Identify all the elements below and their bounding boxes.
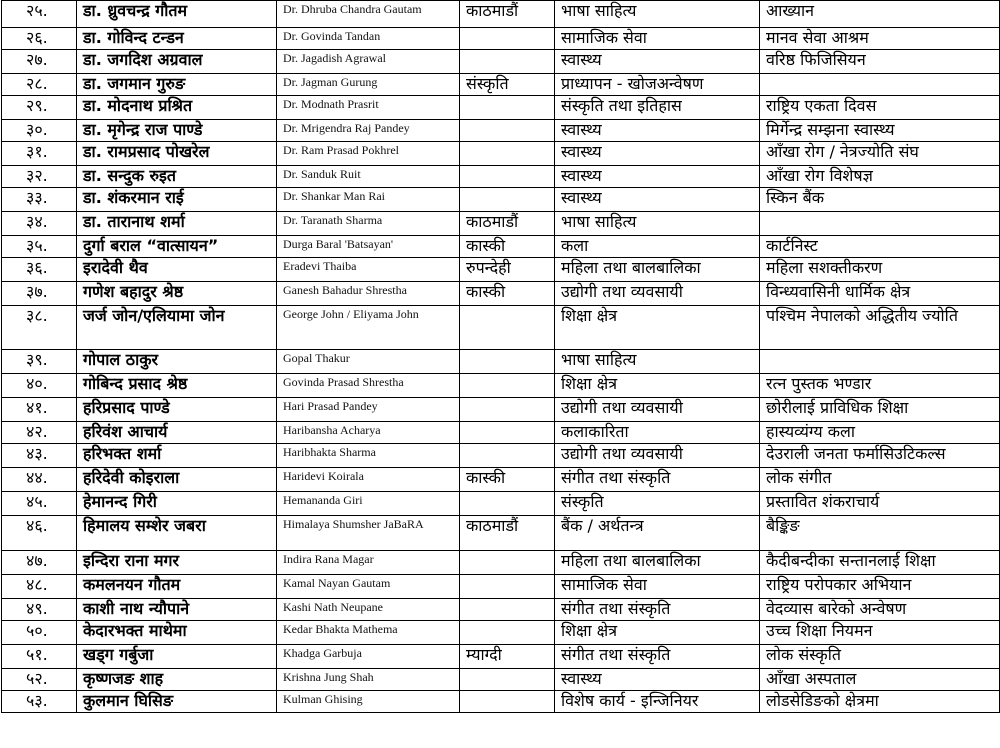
district-cell: कास्की [460, 236, 555, 258]
name-nepali-cell: इन्दिरा राना मगर [77, 551, 277, 575]
row-number-cell: २६. [2, 28, 77, 50]
table-row [2, 444, 1000, 468]
institution-cell: हास्यव्यंग्य कला [760, 422, 1000, 444]
district-cell [460, 50, 555, 74]
institution-cell: मानव सेवा आश्रम [760, 28, 1000, 50]
field-cell: संस्कृति तथा इतिहास [555, 96, 760, 120]
field-cell: शिक्षा क्षेत्र [555, 374, 760, 398]
name-nepali-cell: कमलनयन गौतम [77, 575, 277, 599]
district-cell: काठमाडौं [460, 516, 555, 551]
field-cell: स्वास्थ्य [555, 669, 760, 691]
field-cell: कला [555, 236, 760, 258]
institution-cell: लोक संस्कृति [760, 645, 1000, 669]
district-cell [460, 188, 555, 212]
row-number-cell: २९. [2, 96, 77, 120]
field-cell: भाषा साहित्य [555, 1, 760, 28]
name-nepali-cell: खड्ग गर्बुजा [77, 645, 277, 669]
name-nepali-cell: डा. जगमान गुरुङ [77, 74, 277, 96]
name-nepali-cell: डा. सन्दुक रुइत [77, 166, 277, 188]
row-number-cell: २५. [2, 1, 77, 28]
table-row [2, 350, 1000, 374]
field-cell: प्राध्यापन - खोजअन्वेषण [555, 74, 760, 96]
name-nepali-cell: डा. मोदनाथ प्रश्रित [77, 96, 277, 120]
name-english-cell: Dr. Shankar Man Rai [277, 188, 460, 212]
name-english-cell: Himalaya Shumsher JaBaRA [277, 516, 460, 551]
name-english-cell: Indira Rana Magar [277, 551, 460, 575]
name-nepali-cell: हरिदेवी कोइराला [77, 468, 277, 492]
district-cell [460, 96, 555, 120]
table-row [2, 1, 1000, 28]
institution-cell: महिला सशक्तीकरण [760, 258, 1000, 282]
name-english-cell: Dr. Sanduk Ruit [277, 166, 460, 188]
row-number-cell: २७. [2, 50, 77, 74]
table-row [2, 645, 1000, 669]
name-english-cell: Krishna Jung Shah [277, 669, 460, 691]
district-cell: म्याग्दी [460, 645, 555, 669]
row-number-cell: ३७. [2, 282, 77, 306]
row-number-cell: ५३. [2, 691, 77, 713]
name-english-cell: Khadga Garbuja [277, 645, 460, 669]
row-number-cell: ४३. [2, 444, 77, 468]
name-nepali-cell: काशी नाथ न्यौपाने [77, 599, 277, 621]
row-number-cell: ३५. [2, 236, 77, 258]
district-cell [460, 444, 555, 468]
name-nepali-cell: कुलमान घिसिङ [77, 691, 277, 713]
name-nepali-cell: गणेश बहादुर श्रेष्ठ [77, 282, 277, 306]
name-english-cell: Dr. Taranath Sharma [277, 212, 460, 236]
institution-cell: रत्न पुस्तक भण्डार [760, 374, 1000, 398]
district-cell [460, 142, 555, 166]
district-cell: संस्कृति [460, 74, 555, 96]
name-nepali-cell: डा. तारानाथ शर्मा [77, 212, 277, 236]
name-english-cell: Dr. Govinda Tandan [277, 28, 460, 50]
table-row [2, 142, 1000, 166]
field-cell: स्वास्थ्य [555, 50, 760, 74]
table-row [2, 422, 1000, 444]
institution-cell: छोरीलाई प्राविधिक शिक्षा [760, 398, 1000, 422]
field-cell: उद्योगी तथा व्यवसायी [555, 282, 760, 306]
name-english-cell: Gopal Thakur [277, 350, 460, 374]
institution-cell: आँखा रोग / नेत्रज्योति संघ [760, 142, 1000, 166]
institution-cell: लोक संगीत [760, 468, 1000, 492]
name-nepali-cell: डा. ध्रुवचन्द्र गौतम [77, 1, 277, 28]
name-english-cell: Haribansha Acharya [277, 422, 460, 444]
institution-cell: देउराली जनता फर्मासिउटिकल्स [760, 444, 1000, 468]
table-row [2, 669, 1000, 691]
field-cell: संगीत तथा संस्कृति [555, 645, 760, 669]
institution-cell [760, 212, 1000, 236]
institution-cell: आँखा अस्पताल [760, 669, 1000, 691]
institution-cell: आख्यान [760, 1, 1000, 28]
name-nepali-cell: केदारभक्त माथेमा [77, 621, 277, 645]
district-cell: कास्की [460, 468, 555, 492]
name-nepali-cell: हिमालय सम्शेर जबरा [77, 516, 277, 551]
row-number-cell: ४०. [2, 374, 77, 398]
row-number-cell: ५०. [2, 621, 77, 645]
name-nepali-cell: हरिभक्त शर्मा [77, 444, 277, 468]
table-row [2, 551, 1000, 575]
table-row [2, 575, 1000, 599]
row-number-cell: ५२. [2, 669, 77, 691]
district-cell [460, 398, 555, 422]
name-nepali-cell: डा. गोविन्द टन्डन [77, 28, 277, 50]
district-cell [460, 492, 555, 516]
table-body [2, 1, 1000, 713]
field-cell: उद्योगी तथा व्यवसायी [555, 444, 760, 468]
institution-cell: आँखा रोग विशेषज्ञ [760, 166, 1000, 188]
field-cell: स्वास्थ्य [555, 142, 760, 166]
table-row [2, 50, 1000, 74]
name-nepali-cell: कृष्णजङ शाह [77, 669, 277, 691]
district-cell [460, 306, 555, 350]
row-number-cell: २८. [2, 74, 77, 96]
name-english-cell: Dr. Ram Prasad Pokhrel [277, 142, 460, 166]
table-row [2, 212, 1000, 236]
name-english-cell: Dr. Jagadish Agrawal [277, 50, 460, 74]
name-english-cell: Dr. Mrigendra Raj Pandey [277, 120, 460, 142]
institution-cell: लोडसेडिङको क्षेत्रमा [760, 691, 1000, 713]
table-row [2, 74, 1000, 96]
name-nepali-cell: दुर्गा बराल “वात्सायन” [77, 236, 277, 258]
name-nepali-cell: हरिवंश आचार्य [77, 422, 277, 444]
institution-cell: राष्ट्रिय परोपकार अभियान [760, 575, 1000, 599]
institution-cell: कैदीबन्दीका सन्तानलाई शिक्षा [760, 551, 1000, 575]
district-cell [460, 350, 555, 374]
name-nepali-cell: डा. मृगेन्द्र राज पाण्डे [77, 120, 277, 142]
table-row [2, 258, 1000, 282]
row-number-cell: ४६. [2, 516, 77, 551]
district-cell: रुपन्देही [460, 258, 555, 282]
institution-cell: कार्टनिस्ट [760, 236, 1000, 258]
field-cell: महिला तथा बालबालिका [555, 551, 760, 575]
institution-cell: वेदव्यास बारेको अन्वेषण [760, 599, 1000, 621]
row-number-cell: ३२. [2, 166, 77, 188]
row-number-cell: ४९. [2, 599, 77, 621]
name-english-cell: Govinda Prasad Shrestha [277, 374, 460, 398]
district-cell [460, 28, 555, 50]
name-nepali-cell: डा. शंकरमान राई [77, 188, 277, 212]
institution-cell: बैङ्किङ [760, 516, 1000, 551]
field-cell: सामाजिक सेवा [555, 28, 760, 50]
name-nepali-cell: डा. रामप्रसाद पोखरेल [77, 142, 277, 166]
field-cell: उद्योगी तथा व्यवसायी [555, 398, 760, 422]
table-row [2, 374, 1000, 398]
name-english-cell: Hemananda Giri [277, 492, 460, 516]
name-nepali-cell: डा. जगदिश अग्रवाल [77, 50, 277, 74]
field-cell: कलाकारिता [555, 422, 760, 444]
row-number-cell: ४१. [2, 398, 77, 422]
name-english-cell: George John / Eliyama John [277, 306, 460, 350]
name-nepali-cell: गोबिन्द प्रसाद श्रेष्ठ [77, 374, 277, 398]
name-nepali-cell: इरादेवी थैव [77, 258, 277, 282]
row-number-cell: ३९. [2, 350, 77, 374]
field-cell: महिला तथा बालबालिका [555, 258, 760, 282]
institution-cell: मिर्गेन्द्र सम्झना स्वास्थ्य [760, 120, 1000, 142]
name-nepali-cell: हरिप्रसाद पाण्डे [77, 398, 277, 422]
district-cell [460, 621, 555, 645]
field-cell: शिक्षा क्षेत्र [555, 621, 760, 645]
table-row [2, 166, 1000, 188]
institution-cell: राष्ट्रिय एकता दिवस [760, 96, 1000, 120]
district-cell: काठमाडौं [460, 212, 555, 236]
row-number-cell: ३३. [2, 188, 77, 212]
row-number-cell: ४५. [2, 492, 77, 516]
table-row [2, 516, 1000, 551]
institution-cell [760, 350, 1000, 374]
name-english-cell: Haribhakta Sharma [277, 444, 460, 468]
name-english-cell: Haridevi Koirala [277, 468, 460, 492]
row-number-cell: ४७. [2, 551, 77, 575]
name-nepali-cell: जर्ज जोन/एलियामा जोन [77, 306, 277, 350]
field-cell: संगीत तथा संस्कृति [555, 599, 760, 621]
row-number-cell: ३८. [2, 306, 77, 350]
name-english-cell: Durga Baral 'Batsayan' [277, 236, 460, 258]
district-cell [460, 374, 555, 398]
table-row [2, 96, 1000, 120]
table-row [2, 306, 1000, 350]
row-number-cell: ३४. [2, 212, 77, 236]
field-cell: स्वास्थ्य [555, 166, 760, 188]
field-cell: बैंक / अर्थतन्त्र [555, 516, 760, 551]
district-cell [460, 575, 555, 599]
name-english-cell: Kedar Bhakta Mathema [277, 621, 460, 645]
field-cell: भाषा साहित्य [555, 350, 760, 374]
institution-cell: स्किन बैंक [760, 188, 1000, 212]
field-cell: संगीत तथा संस्कृति [555, 468, 760, 492]
district-cell: कास्की [460, 282, 555, 306]
field-cell: शिक्षा क्षेत्र [555, 306, 760, 350]
row-number-cell: ३१. [2, 142, 77, 166]
field-cell: स्वास्थ्य [555, 188, 760, 212]
row-number-cell: ३६. [2, 258, 77, 282]
name-english-cell: Hari Prasad Pandey [277, 398, 460, 422]
table-row [2, 691, 1000, 713]
table-row [2, 236, 1000, 258]
district-cell [460, 551, 555, 575]
row-number-cell: ३०. [2, 120, 77, 142]
name-english-cell: Kamal Nayan Gautam [277, 575, 460, 599]
institution-cell: प्रस्तावित शंकराचार्य [760, 492, 1000, 516]
name-english-cell: Ganesh Bahadur Shrestha [277, 282, 460, 306]
row-number-cell: ५१. [2, 645, 77, 669]
row-number-cell: ४२. [2, 422, 77, 444]
name-english-cell: Kulman Ghising [277, 691, 460, 713]
table-row [2, 468, 1000, 492]
field-cell: संस्कृति [555, 492, 760, 516]
district-cell [460, 166, 555, 188]
table-row [2, 599, 1000, 621]
field-cell: सामाजिक सेवा [555, 575, 760, 599]
district-cell [460, 691, 555, 713]
field-cell: विशेष कार्य - इन्जिनियर [555, 691, 760, 713]
awardees-table [1, 0, 1000, 713]
name-nepali-cell: हेमानन्द गिरी [77, 492, 277, 516]
field-cell: स्वास्थ्य [555, 120, 760, 142]
district-cell [460, 422, 555, 444]
institution-cell: पश्चिम नेपालको अद्धितीय ज्योति [760, 306, 1000, 350]
district-cell: काठमाडौं [460, 1, 555, 28]
name-english-cell: Dr. Jagman Gurung [277, 74, 460, 96]
institution-cell [760, 74, 1000, 96]
table-row [2, 492, 1000, 516]
table-row [2, 282, 1000, 306]
institution-cell: उच्च शिक्षा नियमन [760, 621, 1000, 645]
name-english-cell: Dr. Dhruba Chandra Gautam [277, 1, 460, 28]
row-number-cell: ४४. [2, 468, 77, 492]
row-number-cell: ४८. [2, 575, 77, 599]
table-row [2, 398, 1000, 422]
name-english-cell: Kashi Nath Neupane [277, 599, 460, 621]
table-row [2, 188, 1000, 212]
district-cell [460, 669, 555, 691]
name-english-cell: Eradevi Thaiba [277, 258, 460, 282]
district-cell [460, 120, 555, 142]
name-nepali-cell: गोपाल ठाकुर [77, 350, 277, 374]
table-row [2, 28, 1000, 50]
district-cell [460, 599, 555, 621]
field-cell: भाषा साहित्य [555, 212, 760, 236]
institution-cell: वरिष्ठ फिजिसियन [760, 50, 1000, 74]
table-row [2, 120, 1000, 142]
institution-cell: विन्ध्यवासिनी धार्मिक क्षेत्र [760, 282, 1000, 306]
name-english-cell: Dr. Modnath Prasrit [277, 96, 460, 120]
table-row [2, 621, 1000, 645]
